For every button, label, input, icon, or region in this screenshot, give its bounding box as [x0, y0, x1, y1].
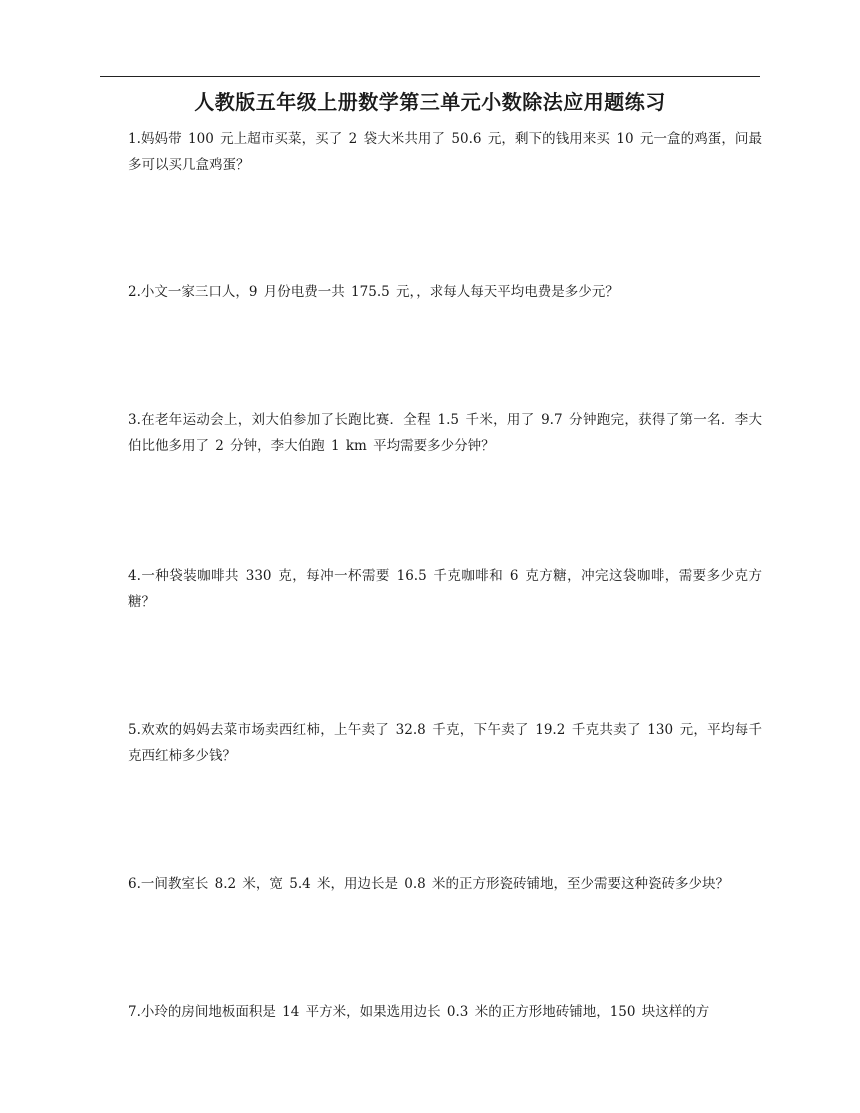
question-7: 7.小玲的房间地板面积是 14 平方米，如果选用边长 0.3 米的正方形地砖铺地，150 块这样的方 — [128, 1004, 710, 1020]
question-1: 1.妈妈带 100 元上超市买菜，买了 2 袋大米共用了 50.6 元，剩下的钱用来买 10 元一盒的鸡蛋，问最多可以买几盒鸡蛋？ — [128, 131, 762, 173]
question-2: 2.小文一家三口人，9 月份电费一共 175.5 元，，求每人每天平均电费是多少元？ — [128, 284, 619, 300]
question-4: 4.一种袋装咖啡共 330 克，每冲一杯需要 16.5 千克咖啡和 6 克方糖，冲完这袋咖啡，需要多少克方糖？ — [128, 568, 762, 610]
document-title: 人教版五年级上册数学第三单元小数除法应用题练习 — [194, 90, 666, 114]
header-rule — [100, 76, 760, 77]
question-3: 3.在老年运动会上，刘大伯参加了长跑比赛．全程 1.5 千米，用了 9.7 分钟跑完，获得了第一名．李大伯比他多用了 2 分钟，李大伯跑 1 km 平均需要多少分钟？ — [128, 412, 762, 454]
question-6: 6.一间教室长 8.2 米，宽 5.4 米，用边长是 0.8 米的正方形瓷砖铺地，至少需要这种瓷砖多少块？ — [128, 876, 730, 892]
question-5: 5.欢欢的妈妈去菜市场卖西红柿，上午卖了 32.8 千克，下午卖了 19.2 千克共卖了 130 元，平均每千克西红柿多少钱？ — [128, 722, 762, 764]
